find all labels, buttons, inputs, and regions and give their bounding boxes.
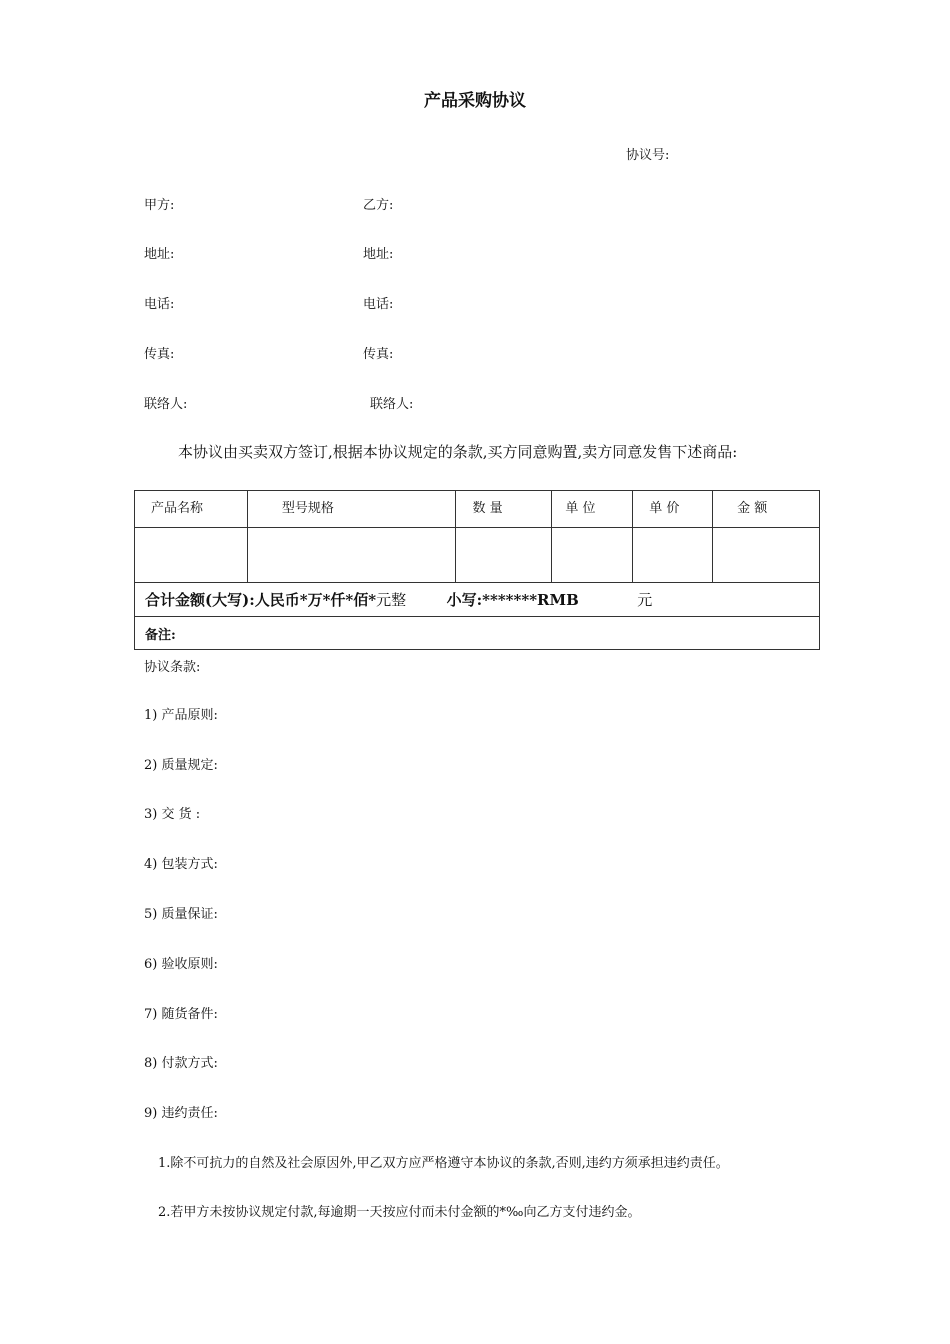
note-row xyxy=(135,617,820,650)
total-lowercase-label: 小写:*******RMB xyxy=(446,591,579,609)
term-item: 2) 质量规定: xyxy=(144,758,218,773)
header-quantity: 数 量 xyxy=(472,501,503,516)
term-item: 9) 违约责任: xyxy=(144,1106,218,1121)
intro-paragraph: 本协议由买卖双方签订,根据本协议规定的条款,买方同意购置,卖方同意发售下述商品: xyxy=(178,443,738,461)
table-cell[interactable] xyxy=(456,528,552,583)
header-cell xyxy=(135,491,248,528)
table-cell[interactable] xyxy=(135,528,248,583)
total-cell xyxy=(135,583,820,617)
party-b-phone-label: 电话: xyxy=(363,297,394,312)
breach-clause: 2.若甲方未按协议规定付款,每逾期一天按应付而未付金额的*‰向乙方支付违约金。 xyxy=(158,1205,641,1220)
header-cell xyxy=(456,491,552,528)
term-item: 6) 验收原则: xyxy=(144,957,218,972)
party-a-contact-label: 联络人: xyxy=(144,397,188,412)
party-b-contact-label: 联络人: xyxy=(370,397,414,412)
header-product-name: 产品名称 xyxy=(151,501,204,516)
header-unit-price: 单 价 xyxy=(649,501,680,516)
table-cell[interactable] xyxy=(713,528,820,583)
header-unit: 单 位 xyxy=(565,501,596,516)
party-a-name-label: 甲方: xyxy=(144,198,175,213)
table-cell[interactable] xyxy=(552,528,633,583)
table-row xyxy=(135,528,820,583)
product-table xyxy=(134,490,820,650)
header-amount: 金 额 xyxy=(737,501,768,516)
header-cell xyxy=(633,491,713,528)
note-label: 备注: xyxy=(145,627,176,643)
term-item: 7) 随货备件: xyxy=(144,1007,218,1022)
term-item: 4) 包装方式: xyxy=(144,857,218,872)
party-b-fax-label: 传真: xyxy=(363,347,394,362)
total-row xyxy=(135,583,820,617)
table-cell[interactable] xyxy=(633,528,713,583)
document-title: 产品采购协议 xyxy=(424,91,526,111)
total-currency: 元 xyxy=(637,591,653,609)
party-a-fax-label: 传真: xyxy=(144,347,175,362)
header-cell xyxy=(713,491,820,528)
term-item: 5) 质量保证: xyxy=(144,907,218,922)
party-a-address-label: 地址: xyxy=(144,247,175,262)
party-b-address-label: 地址: xyxy=(363,247,394,262)
header-model-spec: 型号规格 xyxy=(281,501,334,516)
total-suffix: 元整 xyxy=(376,591,407,609)
terms-heading: 协议条款: xyxy=(144,660,201,675)
term-item: 3) 交 货 : xyxy=(144,807,201,822)
party-b-name-label: 乙方: xyxy=(363,198,394,213)
header-cell xyxy=(552,491,633,528)
table-header-row xyxy=(135,491,820,528)
note-cell xyxy=(135,617,820,650)
table-cell[interactable] xyxy=(247,528,456,583)
term-item: 8) 付款方式: xyxy=(144,1056,218,1071)
header-cell xyxy=(247,491,456,528)
total-uppercase-label: 合计金额(大写):人民币*万*仟*佰* xyxy=(145,591,377,609)
term-item: 1) 产品原则: xyxy=(144,708,218,723)
breach-clause: 1.除不可抗力的自然及社会原因外,甲乙双方应严格遵守本协议的条款,否则,违约方须承担违约责任。 xyxy=(158,1156,729,1171)
agreement-number-label: 协议号: xyxy=(626,148,670,163)
party-a-phone-label: 电话: xyxy=(144,297,175,312)
